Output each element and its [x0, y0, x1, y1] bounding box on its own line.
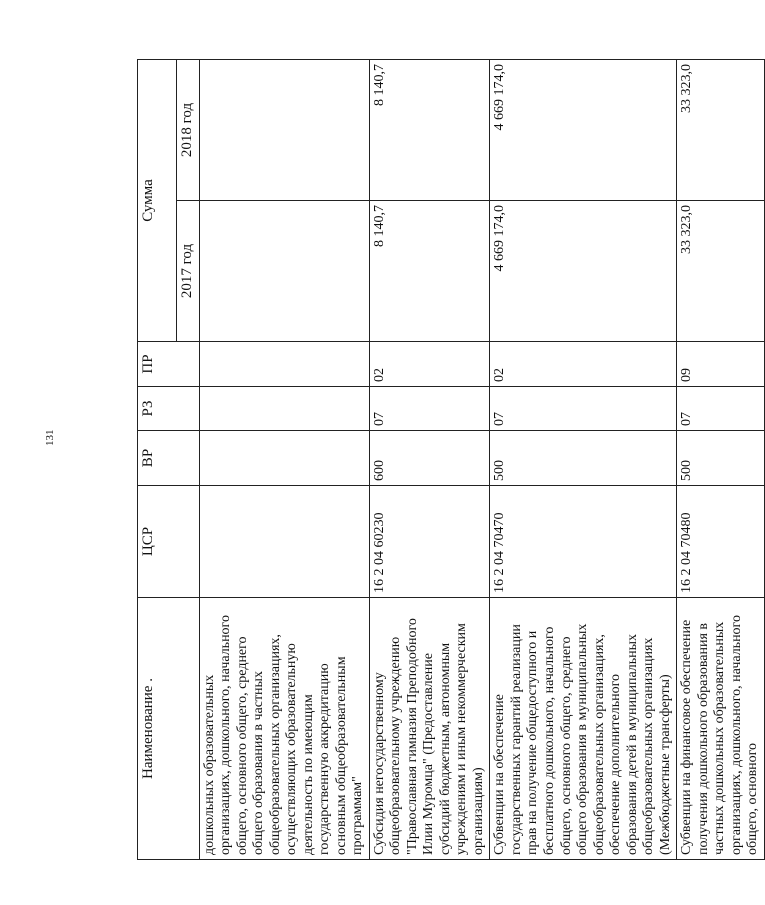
table-row: [199, 59, 369, 859]
row-rz: 07: [369, 387, 490, 431]
row-csr: [199, 486, 369, 598]
header-name-mark: .: [140, 678, 156, 682]
table-row: [677, 59, 765, 859]
header-year-2017: 2017 год: [177, 201, 200, 342]
row-sum-2018: 33 323,0: [677, 59, 765, 200]
row-sum-2018: [199, 59, 369, 200]
row-csr: 16 2 04 60230: [369, 486, 490, 598]
row-sum-2018: 4 669 174,0: [490, 59, 677, 200]
row-pr: 02: [490, 342, 677, 387]
rotated-table-container: [137, 60, 761, 860]
row-name: Субвенции на финансовое обеспечение получения дошкольного образования в частных дошкольных образовательных организациях, дошкольного, начального общего, основного: [677, 598, 765, 860]
row-vr: 500: [677, 431, 765, 486]
row-name: дошкольных образовательных организациях, дошкольного, начального общего, основного общего, среднего общего образования в частных общеобразовательных организациях, осуществляющих образовательную деятельность по имеющим государственную аккредитацию основным общеобразовательным программам": [199, 598, 369, 860]
table-row: [490, 59, 677, 859]
header-vr: ВР: [138, 431, 200, 486]
row-vr: 500: [490, 431, 677, 486]
row-sum-2017: 8 140,7: [369, 201, 490, 342]
header-pr: ПР: [138, 342, 200, 387]
row-csr: 16 2 04 70480: [677, 486, 765, 598]
row-name: Субсидия негосударственному общеобразовательному учреждению "Православная гимназия Преподобного Илии Муромца" (Предоставление субсидий бюджетным, автономным учреждениям и иным некоммерческим организациям): [369, 598, 490, 860]
row-rz: [199, 387, 369, 431]
row-pr: 09: [677, 342, 765, 387]
row-sum-2018: 8 140,7: [369, 59, 490, 200]
row-name: Субвенции на обеспечение государственных гарантий реализации прав на получение общедоступного и бесплатного дошкольного, начального общего, основного общего, среднего общего образования в муниципальных общеобразовательных организациях, обеспечение дополнительного образования детей в муниципальных общеобразовательных организациях (Межбюджетные трансферты): [490, 598, 677, 860]
budget-table: [137, 59, 765, 860]
row-pr: [199, 342, 369, 387]
row-rz: 07: [490, 387, 677, 431]
row-sum-2017: [199, 201, 369, 342]
row-csr: 16 2 04 70470: [490, 486, 677, 598]
header-row-top: [138, 59, 177, 859]
row-rz: 07: [677, 387, 765, 431]
header-csr: ЦСР: [138, 486, 200, 598]
header-rz: РЗ: [138, 387, 200, 431]
page-number: 131: [44, 429, 56, 446]
row-vr: [199, 431, 369, 486]
header-sum: Сумма: [138, 59, 177, 341]
row-pr: 02: [369, 342, 490, 387]
row-vr: 600: [369, 431, 490, 486]
row-sum-2017: 4 669 174,0: [490, 201, 677, 342]
header-name: Наименование .: [138, 598, 200, 860]
table-row: [369, 59, 490, 859]
row-sum-2017: 33 323,0: [677, 201, 765, 342]
header-year-2018: 2018 год: [177, 59, 200, 200]
